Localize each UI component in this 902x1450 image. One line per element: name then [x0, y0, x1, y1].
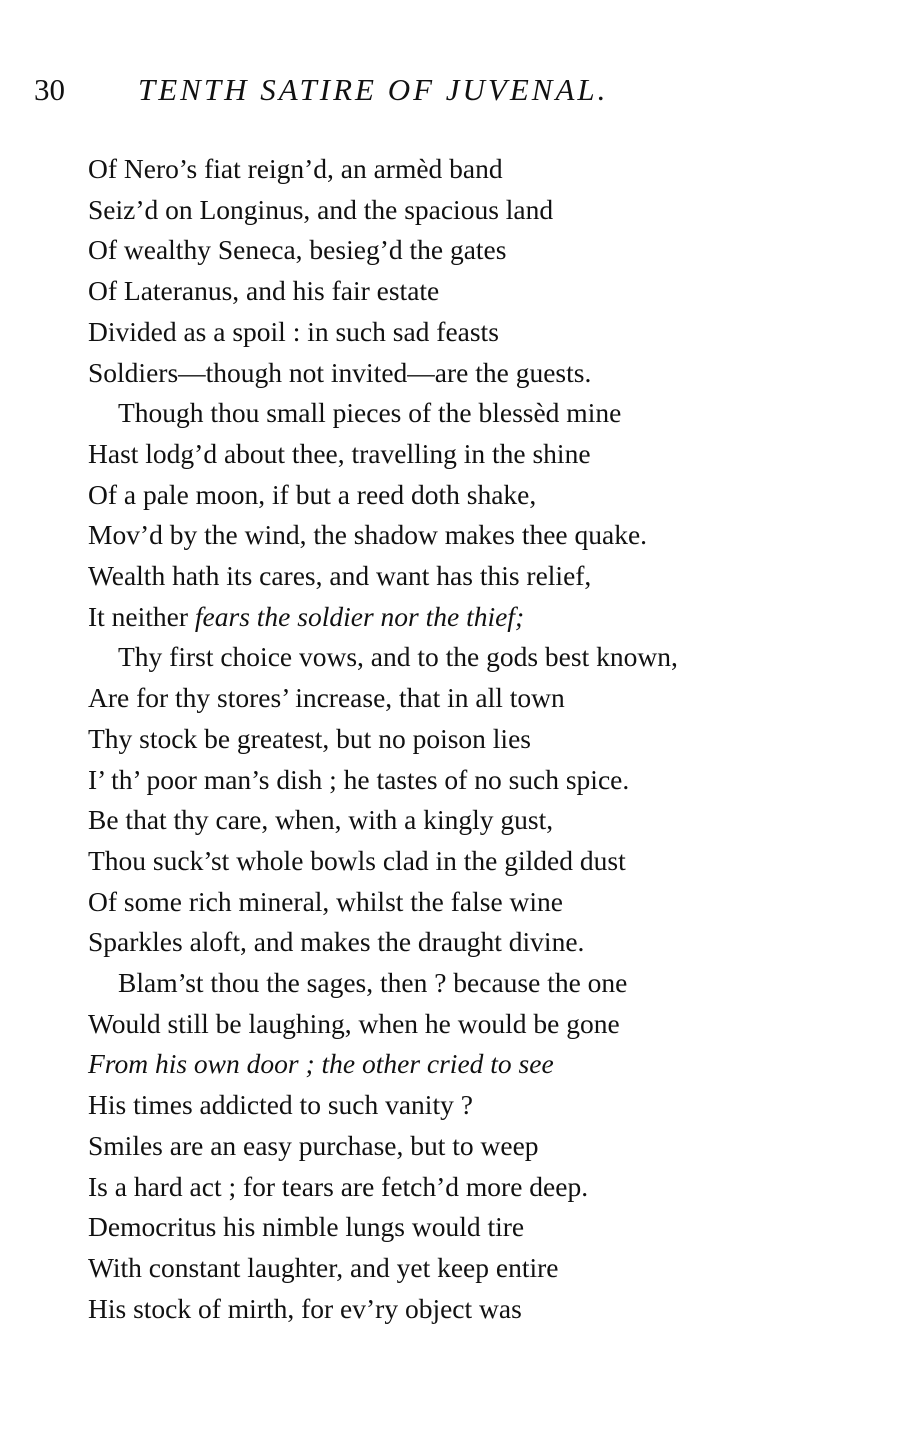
poem-line: His times addicted to such vanity ? [88, 1089, 473, 1121]
poem-line: Hast lodg’d about thee, travelling in the shine [88, 437, 591, 469]
poem-line: Democritus his nimble lungs would tire [88, 1211, 525, 1243]
poem-line: Of a pale moon, if but a reed doth shake, [88, 478, 537, 510]
poem-line: Be that thy care, when, with a kingly gust, [88, 804, 554, 836]
poem-line: Of Lateranus, and his fair estate [88, 275, 440, 307]
poem-line: Smiles are an easy purchase, but to weep [88, 1129, 539, 1161]
poem-line [88, 1044, 888, 1085]
poem-line: Seiz’d on Longinus, and the spacious land [88, 193, 554, 225]
poem-line: Though thou small pieces of the blessèd mine [118, 397, 622, 429]
poem-text [88, 149, 888, 1329]
poem-line: Are for thy stores’ increase, that in all town [88, 682, 565, 714]
poem-line: Thy stock be greatest, but no poison lies [88, 722, 531, 754]
poem-line: Of wealthy Seneca, besieg’d the gates [88, 234, 507, 266]
poem-line: Mov’d by the wind, the shadow makes thee quake. [88, 519, 648, 551]
poem-line: Thou suck’st whole bowls clad in the gilded dust [88, 844, 626, 876]
poem-line: Thy first choice vows, and to the gods best known, [118, 641, 678, 673]
poem-line: It neither fears the soldier nor the thief; [88, 600, 525, 632]
running-title: TENTH SATIRE OF JUVENAL. [138, 72, 609, 107]
italic-phrase: From his own door ; the other cried to see [88, 1048, 554, 1080]
poem-line: I’ th’ poor man’s dish ; he tastes of no such spice. [88, 763, 630, 795]
page-header [34, 72, 608, 108]
poem-line: Of some rich mineral, whilst the false wine [88, 885, 564, 917]
page-number: 30 [34, 72, 65, 107]
italic-phrase: fears the soldier nor the thief; [194, 600, 525, 632]
poem-line: Wealth hath its cares, and want has this relief, [88, 560, 592, 592]
poem-line: Sparkles aloft, and makes the draught divine. [88, 926, 585, 958]
poem-line: Blam’st thou the sages, then ? because the one [118, 967, 628, 999]
poem-line: Is a hard act ; for tears are fetch’d more deep. [88, 1170, 589, 1202]
poem-line: Soldiers—though not invited—are the guests. [88, 356, 592, 388]
poem-line: With constant laughter, and yet keep entire [88, 1251, 559, 1283]
poem-line: Would still be laughing, when he would be gone [88, 1007, 620, 1039]
poem-line: Divided as a spoil : in such sad feasts [88, 315, 499, 347]
poem-line: His stock of mirth, for ev’ry object was [88, 1292, 522, 1324]
poem-line: Of Nero’s fiat reign’d, an armèd band [88, 153, 503, 184]
